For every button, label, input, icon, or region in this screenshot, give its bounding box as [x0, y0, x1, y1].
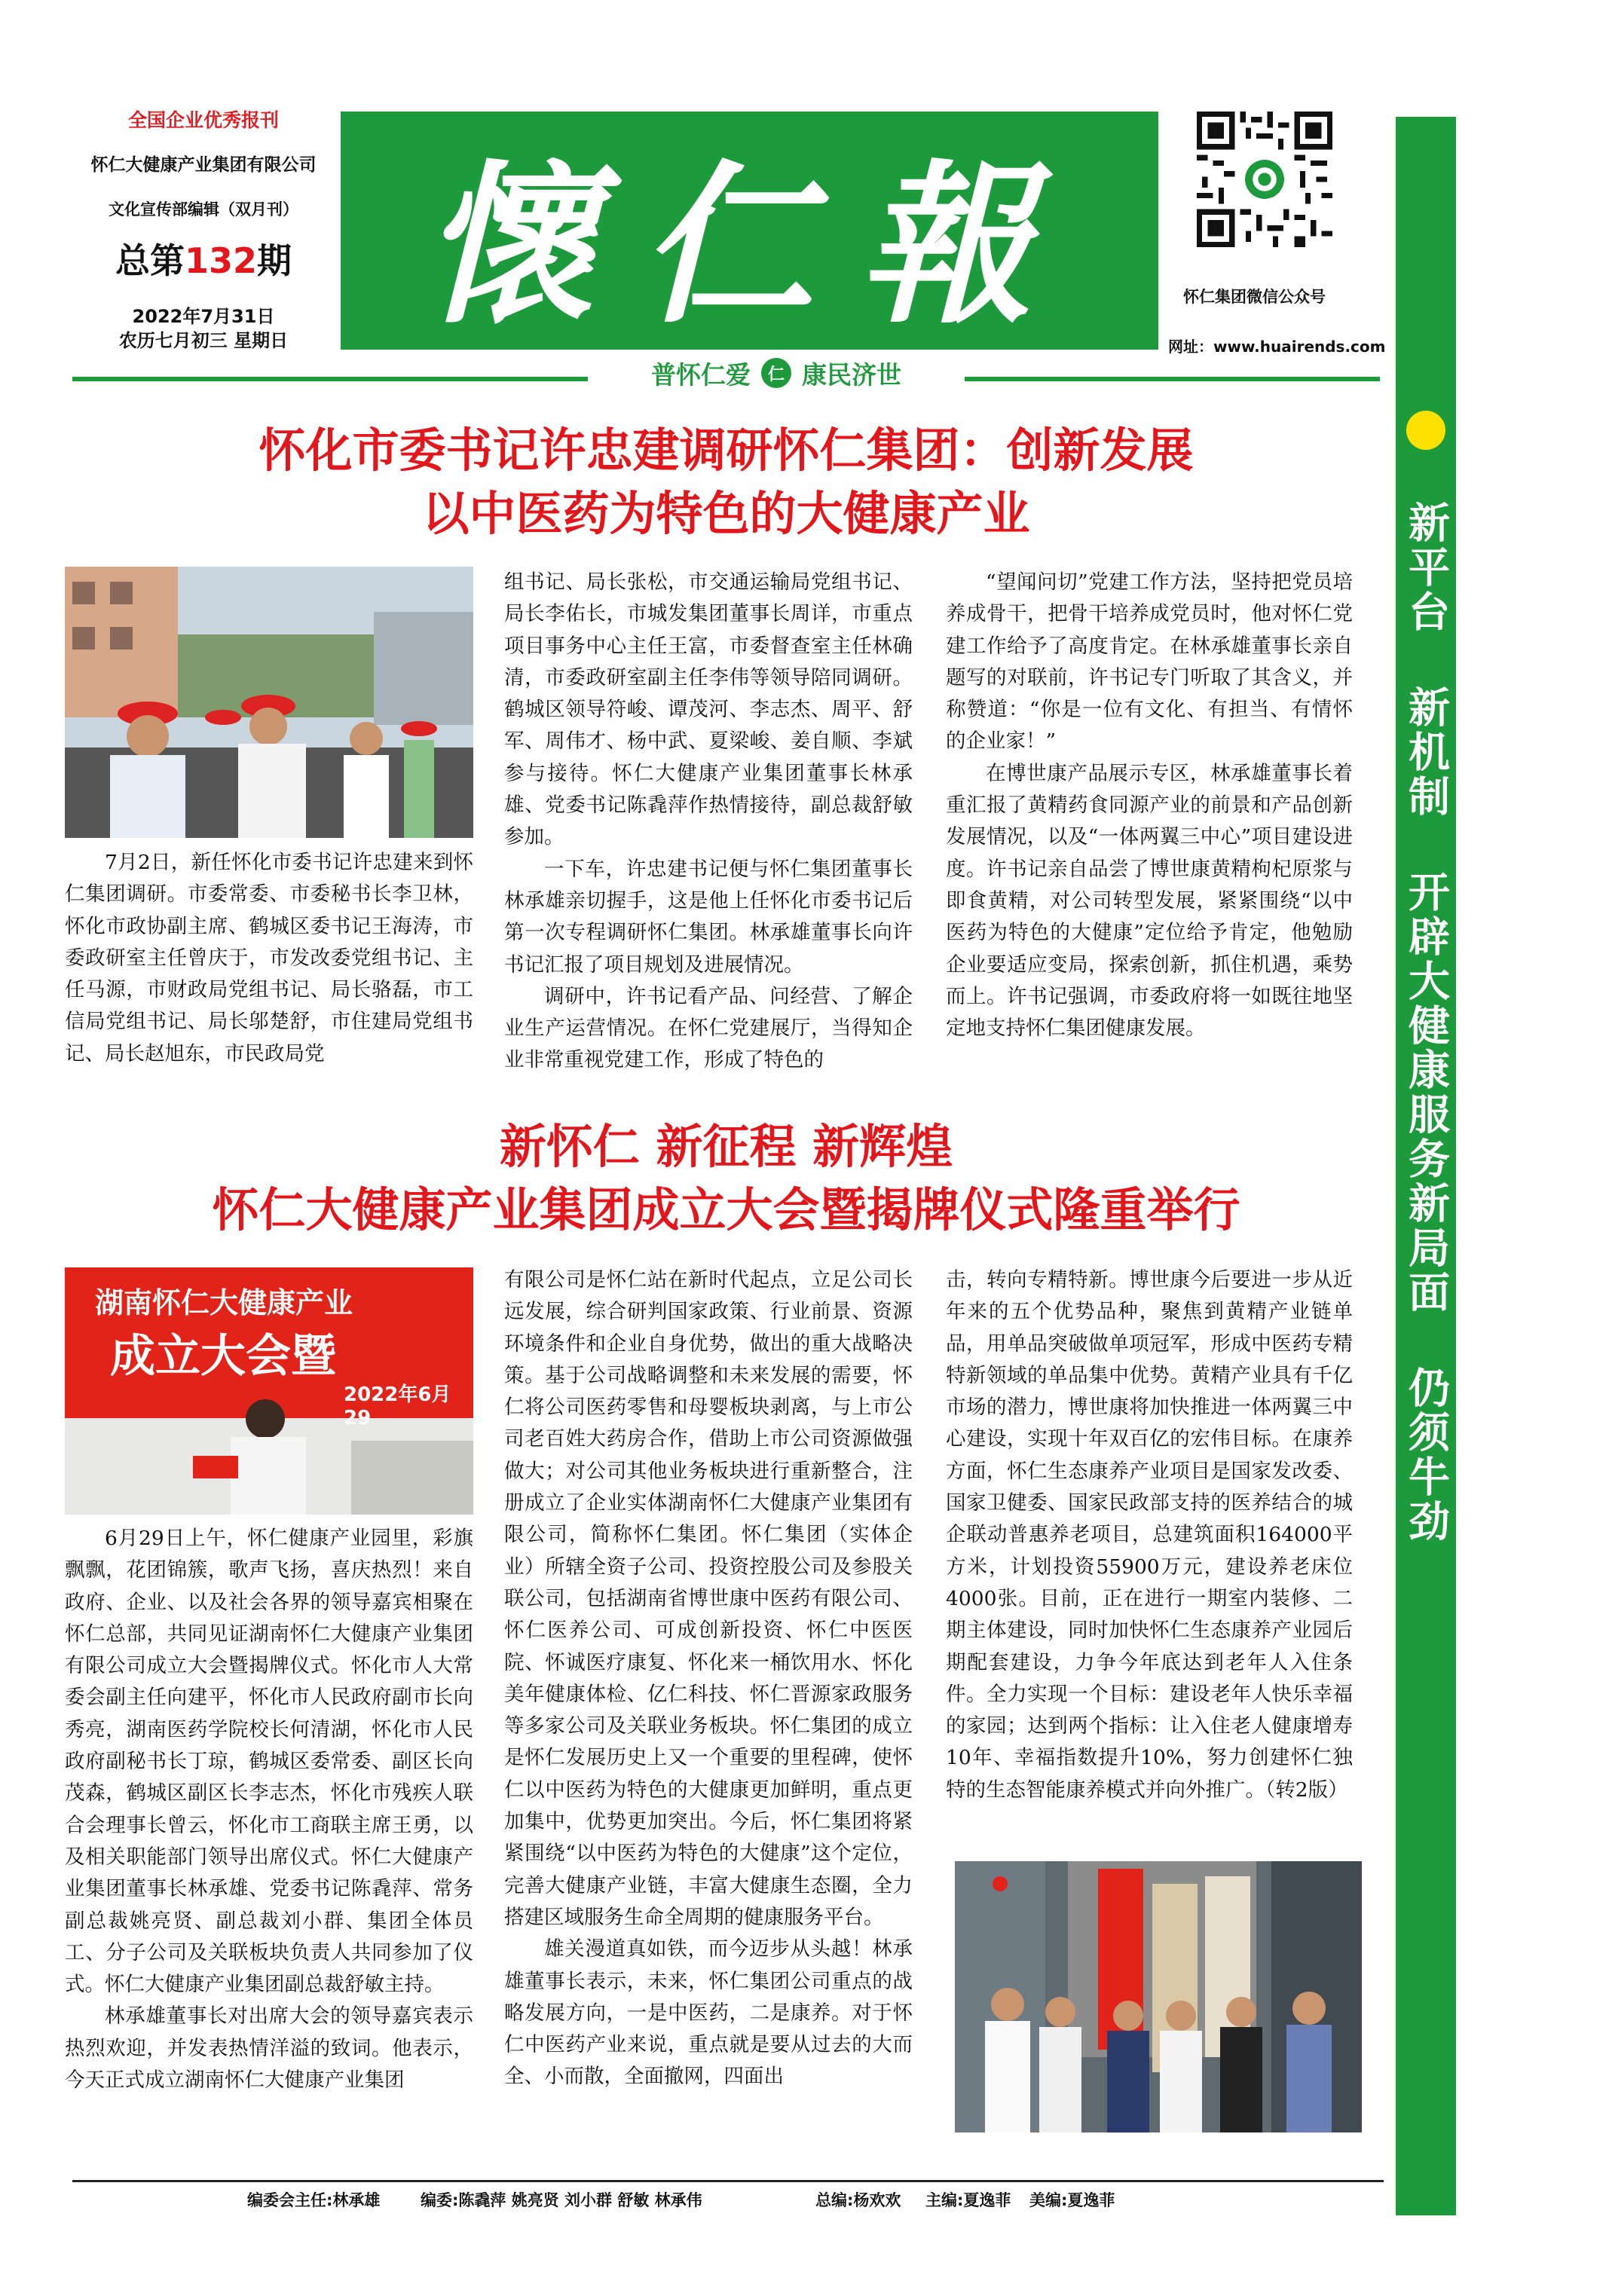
article2-paragraph: 雄关漫道真如铁，而今迈步从头越！林承雄董事长表示，未来，怀仁集团公司重点的战略发展方向，一是中医药，二是康养。对于怀仁中医药产业来说，重点就是要从过去的大而全、小而散，全面撤网，四面出 — [504, 1937, 913, 2089]
article1-column-1 — [65, 847, 473, 1070]
article1-headline-line2: 以中医药为特色的大健康产业 — [422, 486, 1030, 541]
newspaper-title: 懷仁報 — [421, 143, 1078, 347]
article1-column-3 — [946, 567, 1353, 1044]
issue-number — [75, 234, 332, 283]
article2-headline-line2: 怀仁大健康产业集团成立大会暨揭牌仪式隆重举行 — [212, 1182, 1240, 1237]
speaker-head — [246, 1399, 285, 1438]
honor-label: 全国企业优秀报刊 — [127, 109, 279, 131]
yellow-dot-icon — [1406, 411, 1445, 450]
sidebar-slogan: 新平台 新机制 开辟大健康服务新局面 仍须牛劲 — [1402, 501, 1450, 1544]
publisher-name: 怀仁大健康产业集团有限公司 — [90, 155, 317, 175]
article2-paragraph: 击，转向专精特新。博世康今后要进一步从近年来的五个优势品种，聚焦到黄精产业链单品，用单品突破做单项冠军，形成中医药专精特新领域的单品集中优势。黄精产业具有千亿市场的潜力，博世康将加快推进一体两翼三中心建设，实现十年双百亿的宏伟目标。在康养方面，怀仁生态康养产业项目是国家发改委、国家卫健委、国家民政部支持的医养结合的城企联动普惠养老项目，总建筑面积164000平方米，计划投资55900万元，建设养老床位4000张。目前，正在进行一期室内装修、二期主体建设，同时加快怀仁生态康养产业园后期配套建设，力争今年底达到老年人入住条件。全力实现一个目标：建设老年人快乐幸福的家园；达到两个指标：让入住老人健康增寿10年、幸福指数提升10%，努力创建怀仁独特的生态智能康养模式并向外推广。（转2版） — [946, 1268, 1353, 1802]
issue-prefix: 总第 — [115, 240, 185, 281]
slogan-left: 普怀仁爱 — [651, 359, 751, 390]
article1-paragraph: 调研中，许书记看产品、问经营、了解企业生产运营情况。在怀仁党建展厅，当得知企业非常重视党建工作，形成了特色的 — [504, 984, 913, 1072]
article2-photo-ceremony — [65, 1267, 473, 1515]
issue-suffix: 期 — [257, 240, 292, 281]
photo-banner-line2: 成立大会暨 — [110, 1330, 336, 1383]
chief-editor-credit: 总编:杨欢欢 — [815, 2191, 901, 2209]
article1-column-2 — [504, 567, 913, 1077]
article2-column-2 — [504, 1264, 913, 2093]
photo-banner-date: 2022年6月29 — [344, 1383, 451, 1429]
article1-headline-line1: 怀化市委书记许忠建调研怀仁集团：创新发展 — [258, 423, 1194, 478]
article2-column-1 — [65, 1523, 473, 2096]
editor-dept: 文化宣传部编辑（双月刊） — [109, 200, 298, 219]
art-editor-credit: 美编:夏逸菲 — [1029, 2191, 1115, 2209]
article2-paragraph: 有限公司是怀仁站在新时代起点，立足公司长远发展，综合研判国家政策、行业前景、资源环境条件和企业自身优势，做出的重大战略决策。基于公司战略调整和未来发展的需要，怀仁将公司医药零售和母婴板块剥离，与上市公司老百姓大药房合作，借助上市公司资源做强做大；对公司其他业务板块进行重新整合，注册成立了企业实体湖南怀仁大健康产业集团有限公司，简称怀仁集团。怀仁集团（实体企业）所辖全资子公司、投资控股公司及参股关联公司，包括湖南省博世康中医药有限公司、怀仁医养公司、可成创新投资、怀仁中医医院、怀诚医疗康复、怀化来一桶饮用水、怀化美年健康体检、亿仁科技、怀仁晋源家政服务等多家公司及关联业务板块。怀仁集团的成立是怀仁发展历史上又一个重要的里程碑，使怀仁以中医药为特色的大健康更加鲜明，重点更加集中，优势更加突出。今后，怀仁集团将紧紧围绕“以中医药为特色的大健康”这个定位，完善大健康产业链，丰富大健康生态圈，全力搭建区域服务生命全周期的健康服务平台。 — [504, 1268, 913, 1929]
editors-credit: 编委:陈毳萍 姚亮贤 刘小群 舒敏 林承伟 — [421, 2191, 702, 2209]
sidebar-banner — [1396, 117, 1456, 2215]
article1-paragraph: 组书记、局长张松，市交通运输局党组书记、局长李佑长，市城发集团董事长周详，市重点项目事务中心主任王富，市委督查室主任林确清，市委政研室副主任李伟等领导陪同调研。鹤城区领导符峻、谭茂河、李志杰、周平、舒军、周伟才、杨中武、夏梁峻、姜自顺、李斌参与接待。怀仁大健康产业集团董事长林承雄、党委书记陈毳萍作热情接待，副总裁舒敏参加。 — [504, 570, 913, 849]
issue-date: 2022年7月31日 — [132, 306, 275, 327]
company-logo-icon: 仁 — [761, 358, 791, 388]
newspaper-title-block — [341, 112, 1158, 350]
article1-paragraph: “望闻问切”党建工作方法，坚持把党员培养成骨干，把骨干培养成党员时，他对怀仁党建工作给予了高度肯定。在林承雄董事长亲自题写的对联前，许书记专门听取了其含义，并称赞道：“你是一位有文化、有担当、有情怀的企业家！” — [946, 570, 1353, 754]
photo-banner-line1: 湖南怀仁大健康产业 — [95, 1286, 353, 1319]
issue-num: 132 — [184, 240, 258, 281]
qr-caption: 怀仁集团微信公众号 — [1183, 288, 1326, 306]
slogan — [588, 354, 965, 392]
article1-paragraph: 一下车，许忠建书记便与怀仁集团董事长林承雄亲切握手，这是他上任怀化市委书记后第一次专程调研怀仁集团。林承雄董事长向许书记汇报了项目规划及进展情况。 — [504, 857, 913, 977]
article1-paragraph: 在博世康产品展示专区，林承雄董事长着重汇报了黄精药食同源产业的前景和产品创新发展情况，以及“一体两翼三中心”项目建设进度。许书记亲自品尝了博世康黄精枸杞原浆与即食黄精，对公司转型发展，紧紧围绕“以中医药为特色的大健康”定位给予肯定，他勉励企业要适应变局，探索创新，抓住机遇，乘势而上。许书记强调，市委政府将一如既往地坚定地支持怀仁集团健康发展。 — [946, 761, 1353, 1041]
speaker-folder — [193, 1456, 238, 1478]
article2-paragraph: 林承雄董事长对出席大会的领导嘉宾表示热烈欢迎，并发表热情洋溢的致词。他表示，今天正式成立湖南怀仁大健康产业集团 — [65, 2004, 473, 2093]
article2-headline-line1: 新怀仁 新征程 新辉煌 — [499, 1119, 953, 1174]
slogan-right: 康民济世 — [802, 359, 901, 390]
article1-photo — [65, 567, 473, 838]
photo-background — [351, 1441, 473, 1515]
website-link[interactable]: 网址：www.huairends.com — [1168, 338, 1386, 356]
article2-photo-plaque — [955, 1861, 1362, 2132]
editor-credit: 主编:夏逸菲 — [925, 2191, 1011, 2209]
article2-column-3 — [946, 1264, 1353, 1806]
article1-paragraph: 7月2日，新任怀化市委书记许忠建来到怀仁集团调研。市委常委、市委秘书长李卫林，怀化市政协副主席、鹤城区委书记王海涛，市委政研室主任曾庆于，市发改委党组书记、主任马源，市财政局党组书记、局长骆磊，市工信局党组书记、局长邬楚舒，市住建局党组书记、局长赵旭东，市民政局党 — [65, 851, 473, 1065]
footer-divider — [72, 2180, 1384, 2182]
article2-paragraph: 6月29日上午，怀仁健康产业园里，彩旗飘飘，花团锦簇，歌声飞扬，喜庆热烈！来自政府、企业、以及社会各界的领导嘉宾相聚在怀仁总部，共同见证湖南怀仁大健康产业集团有限公司成立大会暨揭牌仪式。怀化市人大常委会副主任向建平，怀化市人民政府副市长向秀亮，湖南医药学院校长何清湖，怀化市人民政府副秘书长丁琼，鹤城区委常委、副区长向茂森，鹤城区副区长李志杰，怀化市残疾人联合会理事长曾云，怀化市工商联主席王勇，以及相关职能部门领导出席仪式。怀仁大健康产业集团董事长林承雄、党委书记陈毳萍、常务副总裁姚亮贤、副总裁刘小群、集团全体员工、分子公司及关联板块负责人共同参加了仪式。怀仁大健康产业集团副总裁舒敏主持。 — [65, 1527, 473, 1997]
qr-code-icon — [1197, 112, 1332, 247]
speaker-shirt — [231, 1437, 306, 1515]
committee-credit: 编委会主任:林承雄 — [247, 2191, 381, 2209]
lunar-date: 农历七月初三 星期日 — [118, 330, 289, 351]
